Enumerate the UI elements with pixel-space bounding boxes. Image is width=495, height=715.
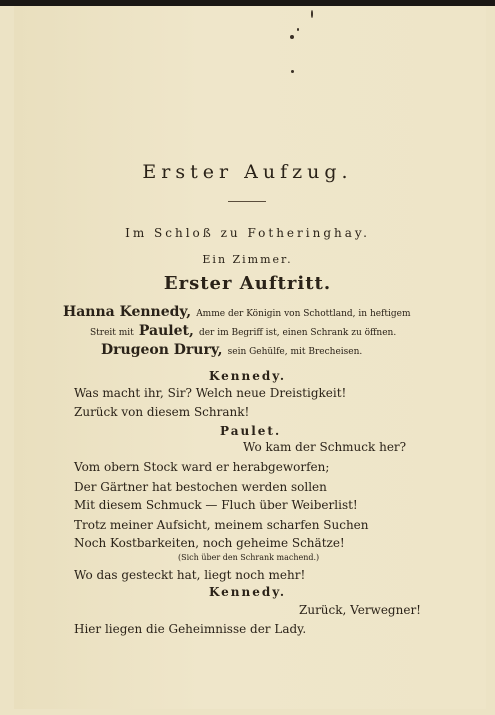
verse-line: Mit diesem Schmuck — Fluch über Weiberlist! (74, 498, 358, 512)
scene-heading: Erster Auftritt. (163, 273, 332, 294)
verse-line: Wo das gesteckt hat, liegt noch mehr! (74, 568, 306, 582)
scene-setting: Im Schloß zu Fotheringhay. (125, 226, 370, 240)
stage-direction-line-3 (101, 339, 362, 358)
character-name: Paulet, (138, 323, 194, 339)
verse-line: Noch Kostbarkeiten, noch geheime Schätze! (74, 536, 345, 550)
stage-direction-line-1 (63, 301, 411, 320)
speaker-name: Paulet. (220, 424, 282, 438)
stage-direction-text: der im Begriff ist, einen Schrank zu öffnen. (198, 328, 397, 338)
stage-direction-text: Streit mit (90, 328, 134, 338)
ink-speck (291, 70, 294, 73)
stage-direction-text: Amme der Königin von Schottland, in heftigem (196, 309, 411, 319)
stage-direction-text: (Sich über den Schrank machend.) (178, 553, 320, 562)
verse-line: Wo kam der Schmuck her? (243, 440, 407, 454)
ink-speck (290, 35, 294, 39)
ink-speck (311, 10, 313, 18)
stage-direction-line-2 (90, 320, 396, 339)
verse-line: Vom obern Stock ward er herabgeworfen; (74, 460, 330, 474)
stage-direction-text: sein Gehülfe, mit Brecheisen. (227, 347, 363, 357)
speaker-name: Kennedy. (208, 585, 287, 599)
ink-speck (297, 28, 299, 31)
verse-line: Was macht ihr, Sir? Welch neue Dreistigkeit! (74, 386, 347, 400)
verse-line: Der Gärtner hat bestochen werden sollen (74, 480, 327, 494)
heading-divider (228, 201, 266, 202)
room-description: Ein Zimmer. (202, 253, 293, 266)
verse-line: Trotz meiner Aufsicht, meinem scharfen Suchen (74, 518, 369, 532)
act-heading: Erster Aufzug. (142, 161, 353, 183)
character-name: Drugeon Drury, (101, 342, 223, 358)
speaker-name: Kennedy. (208, 369, 287, 383)
verse-line: Zurück von diesem Schrank! (74, 405, 250, 419)
character-name: Hanna Kennedy, (63, 304, 192, 320)
verse-line: Zurück, Verwegner! (299, 603, 421, 617)
verse-line: Hier liegen die Geheimnisse der Lady. (74, 622, 307, 636)
